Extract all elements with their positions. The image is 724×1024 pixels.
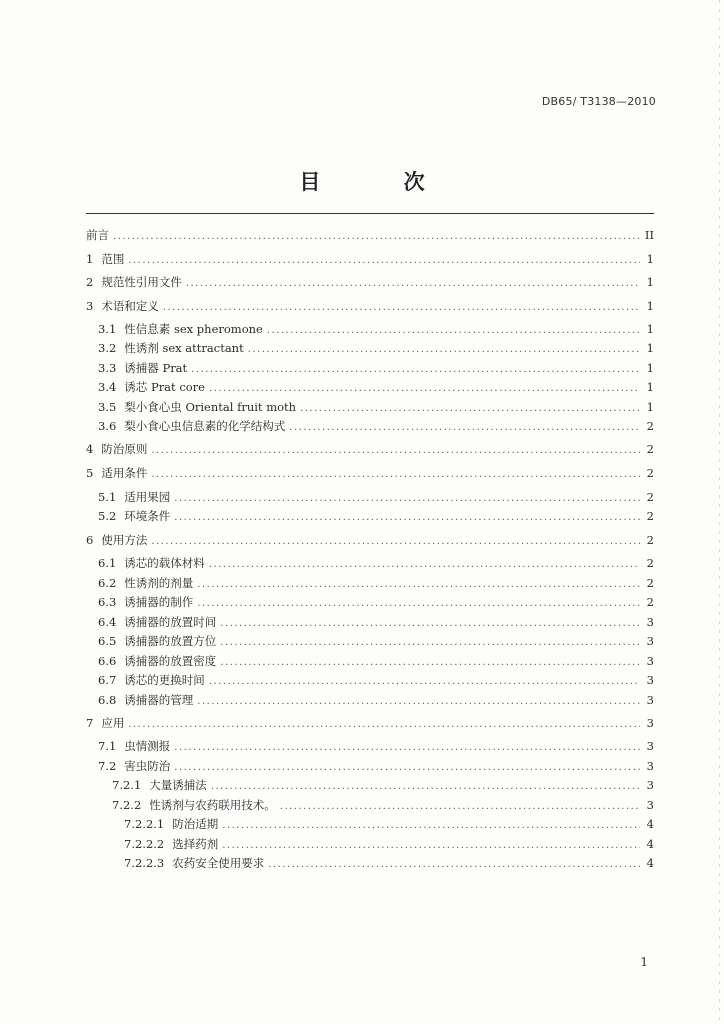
dot-leader <box>151 533 640 551</box>
toc-entry-number: 7.2.2.1 <box>124 817 165 831</box>
dot-leader <box>222 837 640 855</box>
toc-entry-label: 诱捕器的放置密度 <box>124 654 217 668</box>
toc-entry-page: 1 <box>646 275 654 289</box>
toc-entry-label: 防治原则 <box>101 442 148 456</box>
toc-entry-label: 虫情测报 <box>124 739 171 753</box>
toc-entry-label: 环境条件 <box>124 509 171 523</box>
toc-entry-label: 诱捕器的管理 <box>124 693 194 707</box>
toc-entry-page: 3 <box>646 634 654 648</box>
toc-entry[interactable] <box>98 737 654 755</box>
toc-entry-label: 应用 <box>101 716 125 730</box>
toc-entry-number: 7.2 <box>98 759 117 773</box>
toc-entry[interactable] <box>124 815 654 833</box>
dot-leader <box>191 361 640 379</box>
toc-entry-number: 6.2 <box>98 576 117 590</box>
toc-entry-label: 术语和定义 <box>101 299 159 313</box>
toc-entry-label: 诱芯 Prat core <box>124 380 205 394</box>
toc-entry-label: 梨小食心虫信息素的化学结构式 <box>124 419 286 433</box>
title-divider <box>86 213 654 214</box>
standard-code: DB65/ T3138—2010 <box>541 95 656 108</box>
toc-entry-number: 7 <box>86 716 94 730</box>
dot-leader <box>300 400 640 418</box>
toc-entry-page: 2 <box>646 490 654 504</box>
toc-entry-number: 3.4 <box>98 380 117 394</box>
toc-entry[interactable] <box>86 440 654 458</box>
toc-entry-number: 4 <box>86 442 94 456</box>
toc-entry-page: 3 <box>646 673 654 687</box>
dot-leader <box>128 252 640 270</box>
toc-entry-label: 梨小食心虫 Oriental fruit moth <box>124 400 297 414</box>
scan-edge-artifact <box>719 0 720 1024</box>
toc-entry-number: 3 <box>86 299 94 313</box>
toc-entry-label: 性诱剂 sex attractant <box>124 341 244 355</box>
toc-entry-label: 性诱剂的剂量 <box>124 576 194 590</box>
toc-entry-label: 诱捕器的放置方位 <box>124 634 217 648</box>
toc-entry-number: 5.2 <box>98 509 117 523</box>
toc-entry-page: 2 <box>646 466 654 480</box>
dot-leader <box>222 817 640 835</box>
toc-entry[interactable] <box>98 757 654 775</box>
toc-entry-page: 3 <box>646 778 654 792</box>
dot-leader <box>197 576 640 594</box>
toc-entry-number: 7.1 <box>98 739 117 753</box>
toc-entry-page: 1 <box>646 400 654 414</box>
toc-entry-label: 前言 <box>86 228 109 242</box>
toc-entry[interactable] <box>98 339 654 357</box>
toc-entry-label: 诱捕器 Prat <box>124 361 188 375</box>
toc-entry-page: 4 <box>646 856 654 870</box>
toc-entry-number: 6.7 <box>98 673 117 687</box>
toc-entry-page: 2 <box>646 576 654 590</box>
toc-entry-label: 害虫防治 <box>124 759 171 773</box>
toc-entry[interactable] <box>86 297 654 315</box>
toc-entry-label: 规范性引用文件 <box>101 275 182 289</box>
toc-entry-number: 7.2.1 <box>112 778 142 792</box>
toc-entry-label: 防治适期 <box>172 817 219 831</box>
toc-entry-number: 5.1 <box>98 490 117 504</box>
toc-entry-page: 1 <box>646 380 654 394</box>
toc-entry-number: 6.1 <box>98 556 117 570</box>
toc-entry[interactable] <box>124 854 654 872</box>
dot-leader <box>220 654 640 672</box>
toc-entry-page: 2 <box>646 509 654 523</box>
dot-leader <box>289 419 640 437</box>
toc-entry-label: 性诱剂与农药联用技术。 <box>149 798 276 812</box>
dot-leader <box>163 299 640 317</box>
toc-entry-number: 6 <box>86 533 94 547</box>
toc-entry[interactable] <box>98 593 654 611</box>
toc-entry[interactable] <box>98 417 654 435</box>
toc-entry-number: 6.5 <box>98 634 117 648</box>
dot-leader <box>267 322 640 340</box>
toc-entry-page: 1 <box>646 252 654 266</box>
toc-entry-label: 范围 <box>101 252 125 266</box>
toc-entry[interactable] <box>98 691 654 709</box>
toc-entry-label: 使用方法 <box>101 533 148 547</box>
toc-entry[interactable] <box>86 226 654 244</box>
toc-entry[interactable] <box>98 320 654 338</box>
toc-entry-page: 2 <box>646 556 654 570</box>
toc-entry-label: 适用条件 <box>101 466 148 480</box>
toc-entry[interactable] <box>86 531 654 549</box>
toc-entry-page: 3 <box>646 693 654 707</box>
page-title: 目 次 <box>299 170 463 194</box>
toc-entry-number: 6.8 <box>98 693 117 707</box>
toc-entry-page: 4 <box>646 837 654 851</box>
dot-leader <box>186 275 640 293</box>
toc-entry-page: 1 <box>646 361 654 375</box>
toc-entry[interactable] <box>86 273 654 291</box>
toc-entry[interactable] <box>98 378 654 396</box>
toc-entry-page: 3 <box>646 716 654 730</box>
toc-entry[interactable] <box>98 613 654 631</box>
toc-entry[interactable] <box>112 796 654 814</box>
toc-entry-page: 2 <box>646 595 654 609</box>
dot-leader <box>197 693 640 711</box>
toc-entry-page: 3 <box>646 759 654 773</box>
toc-entry-label: 诱芯的载体材料 <box>124 556 205 570</box>
toc-entry-page: 3 <box>646 798 654 812</box>
toc-entry-label: 农药安全使用要求 <box>172 856 265 870</box>
toc-entry-number: 6.6 <box>98 654 117 668</box>
toc-entry[interactable] <box>98 398 654 416</box>
dot-leader <box>128 716 640 734</box>
toc-entry-page: 1 <box>646 322 654 336</box>
toc-entry[interactable] <box>98 574 654 592</box>
toc-entry[interactable] <box>86 714 654 732</box>
dot-leader <box>209 556 640 574</box>
toc-entry-number: 5 <box>86 466 94 480</box>
toc-entry-number: 6.3 <box>98 595 117 609</box>
toc-entry-page: 1 <box>646 299 654 313</box>
toc-entry-page: 2 <box>646 442 654 456</box>
toc-entry[interactable] <box>124 835 654 853</box>
dot-leader <box>220 615 640 633</box>
toc-entry[interactable] <box>98 652 654 670</box>
toc-entry-number: 7.2.2.3 <box>124 856 165 870</box>
toc-entry[interactable] <box>98 671 654 689</box>
dot-leader <box>209 673 640 691</box>
toc-entry-page: 4 <box>646 817 654 831</box>
toc-entry[interactable] <box>98 507 654 525</box>
toc-entry[interactable] <box>98 359 654 377</box>
toc-entry-number: 6.4 <box>98 615 117 629</box>
toc-entry[interactable] <box>98 488 654 506</box>
toc-entry-number: 3.5 <box>98 400 117 414</box>
toc-entry-page: 3 <box>646 615 654 629</box>
dot-leader <box>174 739 640 757</box>
toc-entry-number: 3.6 <box>98 419 117 433</box>
toc-entry-number: 3.1 <box>98 322 117 336</box>
toc-entry-number: 3.2 <box>98 341 117 355</box>
toc-entry[interactable] <box>98 554 654 572</box>
toc-entry-number: 1 <box>86 252 94 266</box>
toc-entry-number: 7.2.2 <box>112 798 142 812</box>
toc-entry-number: 3.3 <box>98 361 117 375</box>
toc-entry-page: 2 <box>646 419 654 433</box>
dot-leader <box>280 798 640 816</box>
dot-leader <box>248 341 640 359</box>
dot-leader <box>174 759 640 777</box>
toc-entry[interactable] <box>86 464 654 482</box>
toc-entry[interactable] <box>112 776 654 794</box>
dot-leader <box>209 380 640 398</box>
toc-entry-label: 诱芯的更换时间 <box>124 673 205 687</box>
toc-entry-label: 适用果园 <box>124 490 171 504</box>
toc-entry-number: 7.2.2.2 <box>124 837 165 851</box>
dot-leader <box>211 778 640 796</box>
toc-entry-page: 1 <box>646 341 654 355</box>
toc-entry-label: 诱捕器的放置时间 <box>124 615 217 629</box>
dot-leader <box>268 856 640 874</box>
dot-leader <box>113 228 640 246</box>
dot-leader <box>197 595 640 613</box>
toc-entry-label: 大量诱捕法 <box>149 778 207 792</box>
toc-entry-page: 2 <box>646 533 654 547</box>
dot-leader <box>174 490 640 508</box>
dot-leader <box>151 466 640 484</box>
toc-entry-page: II <box>644 228 654 242</box>
toc-entry-page: 3 <box>646 739 654 753</box>
dot-leader <box>151 442 640 460</box>
toc-entry-label: 诱捕器的制作 <box>124 595 194 609</box>
toc-entry-page: 3 <box>646 654 654 668</box>
dot-leader <box>220 634 640 652</box>
dot-leader <box>174 509 640 527</box>
page-number: 1 <box>640 955 648 969</box>
toc-entry-label: 选择药剂 <box>172 837 219 851</box>
toc-entry-label: 性信息素 sex pheromone <box>124 322 263 336</box>
toc-entry[interactable] <box>98 632 654 650</box>
toc-entry[interactable] <box>86 250 654 268</box>
toc-entry-number: 2 <box>86 275 94 289</box>
